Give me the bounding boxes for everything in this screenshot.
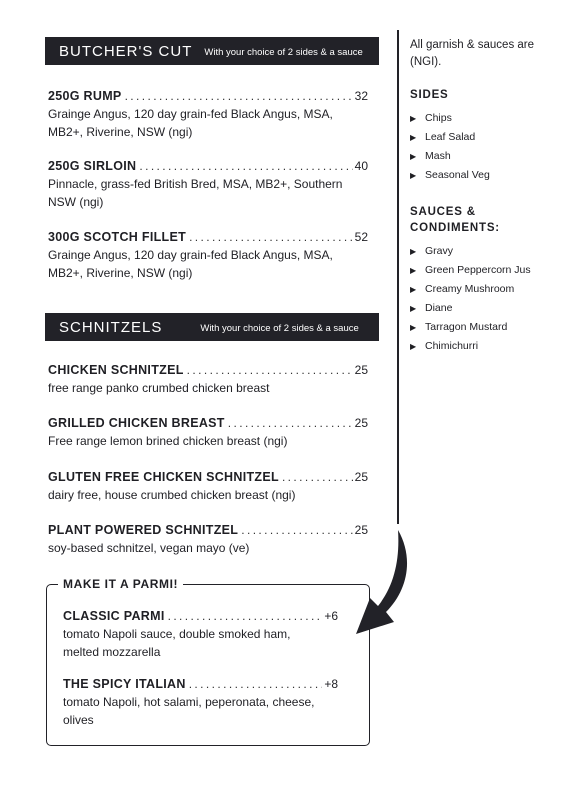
column-divider	[397, 30, 399, 524]
list-item	[410, 299, 550, 318]
leader-dots	[189, 229, 353, 245]
parmi-title: MAKE IT A PARMI!	[58, 577, 183, 591]
item-price: 40	[354, 159, 368, 173]
bullet-icon: ▶	[410, 247, 417, 256]
item-description: soy-based schnitzel, vegan mayo (ve)	[48, 541, 250, 555]
bullet-icon: ▶	[410, 285, 417, 294]
sauces-list	[410, 242, 550, 356]
menu-item-chicken-schnitzel	[48, 362, 368, 397]
side-label: Leaf Salad	[425, 131, 476, 143]
leader-dots	[187, 362, 353, 378]
butchers-cut-subtitle: With your choice of 2 sides & a sauce	[204, 46, 363, 58]
leader-dots	[241, 522, 352, 538]
menu-item-classic-parmi	[63, 608, 338, 661]
leader-dots	[125, 88, 353, 104]
item-description: Pinnacle, grass-fed British Bred, MSA, MB2+, Southern NSW (ngi)	[48, 177, 343, 209]
item-description: Grainge Angus, 120 day grain-fed Black Angus, MSA, MB2+, Riverine, NSW (ngi)	[48, 107, 333, 139]
bullet-icon: ▶	[410, 266, 417, 275]
item-price: +8	[324, 677, 338, 691]
bullet-icon: ▶	[410, 304, 417, 313]
butchers-cut-banner	[45, 37, 379, 65]
item-name: THE SPICY ITALIAN	[63, 677, 186, 691]
side-label: Chips	[425, 112, 452, 124]
leader-dots	[228, 415, 353, 431]
side-label: Seasonal Veg	[425, 169, 490, 181]
bullet-icon: ▶	[410, 171, 417, 180]
menu-item-sirloin	[48, 158, 368, 211]
sauce-label: Creamy Mushroom	[425, 283, 515, 295]
leader-dots	[189, 676, 323, 692]
list-item	[410, 318, 550, 337]
menu-item-scotch-fillet	[48, 229, 368, 282]
bullet-icon: ▶	[410, 323, 417, 332]
sauce-label: Gravy	[425, 245, 454, 257]
bullet-icon: ▶	[410, 152, 417, 161]
sauce-label: Tarragon Mustard	[425, 321, 508, 333]
schnitzels-title: SCHNITZELS	[59, 318, 163, 336]
list-item	[410, 147, 550, 166]
sides-block	[410, 87, 550, 185]
sauce-label: Diane	[425, 302, 453, 314]
sides-list	[410, 109, 550, 185]
item-name: 300G SCOTCH FILLET	[48, 230, 187, 244]
leader-dots	[168, 608, 323, 624]
list-item	[410, 337, 550, 356]
list-item	[410, 261, 550, 280]
item-price: 32	[354, 89, 368, 103]
item-description: Grainge Angus, 120 day grain-fed Black Angus, MSA, MB2+, Riverine, NSW (ngi)	[48, 248, 333, 280]
sauce-label: Green Peppercorn Jus	[425, 264, 531, 276]
menu-item-spicy-italian	[63, 676, 338, 729]
sidebar-note: All garnish & sauces are (NGI).	[410, 39, 535, 68]
sauces-block	[410, 204, 550, 356]
item-description: dairy free, house crumbed chicken breast (ngi)	[48, 488, 296, 502]
menu-item-grilled-chicken-breast	[48, 415, 368, 450]
list-item	[410, 128, 550, 147]
schnitzels-subtitle: With your choice of 2 sides & a sauce	[200, 322, 359, 334]
leader-dots	[282, 469, 353, 485]
curved-arrow-icon	[340, 528, 420, 648]
item-name: PLANT POWERED SCHNITZEL	[48, 523, 239, 537]
item-price: 25	[354, 363, 368, 377]
bullet-icon: ▶	[410, 133, 417, 142]
item-description: free range panko crumbed chicken breast	[48, 381, 270, 395]
item-price: +6	[324, 609, 338, 623]
item-price: 25	[354, 416, 368, 430]
item-description: Free range lemon brined chicken breast (ngi)	[48, 434, 288, 448]
sauces-heading: SAUCES & CONDIMENTS:	[410, 206, 500, 234]
item-price: 52	[354, 230, 368, 244]
sides-heading: SIDES	[410, 89, 449, 101]
list-item	[410, 280, 550, 299]
item-name: GRILLED CHICKEN BREAST	[48, 416, 225, 430]
item-name: GLUTEN FREE CHICKEN SCHNITZEL	[48, 470, 279, 484]
list-item	[410, 166, 550, 185]
butchers-cut-title: BUTCHER'S CUT	[59, 42, 193, 60]
item-price: 25	[354, 523, 368, 537]
side-label: Mash	[425, 150, 451, 162]
bullet-icon: ▶	[410, 114, 417, 123]
leader-dots	[139, 158, 352, 174]
bullet-icon: ▶	[410, 342, 417, 351]
item-description: tomato Napoli, hot salami, peperonata, cheese, olives	[63, 695, 315, 727]
item-description: tomato Napoli sauce, double smoked ham, melted mozzarella	[63, 627, 291, 659]
list-item	[410, 109, 550, 128]
item-name: CHICKEN SCHNITZEL	[48, 363, 184, 377]
list-item	[410, 242, 550, 261]
item-name: 250G RUMP	[48, 89, 122, 103]
schnitzels-banner	[45, 313, 379, 341]
item-name: CLASSIC PARMI	[63, 609, 165, 623]
menu-item-plant-powered-schnitzel	[48, 522, 368, 557]
menu-item-gluten-free-schnitzel	[48, 469, 368, 504]
item-price: 25	[354, 470, 368, 484]
sauce-label: Chimichurri	[425, 340, 479, 352]
menu-item-rump	[48, 88, 368, 141]
item-name: 250G SIRLOIN	[48, 159, 137, 173]
sidebar-note-block	[410, 37, 550, 71]
